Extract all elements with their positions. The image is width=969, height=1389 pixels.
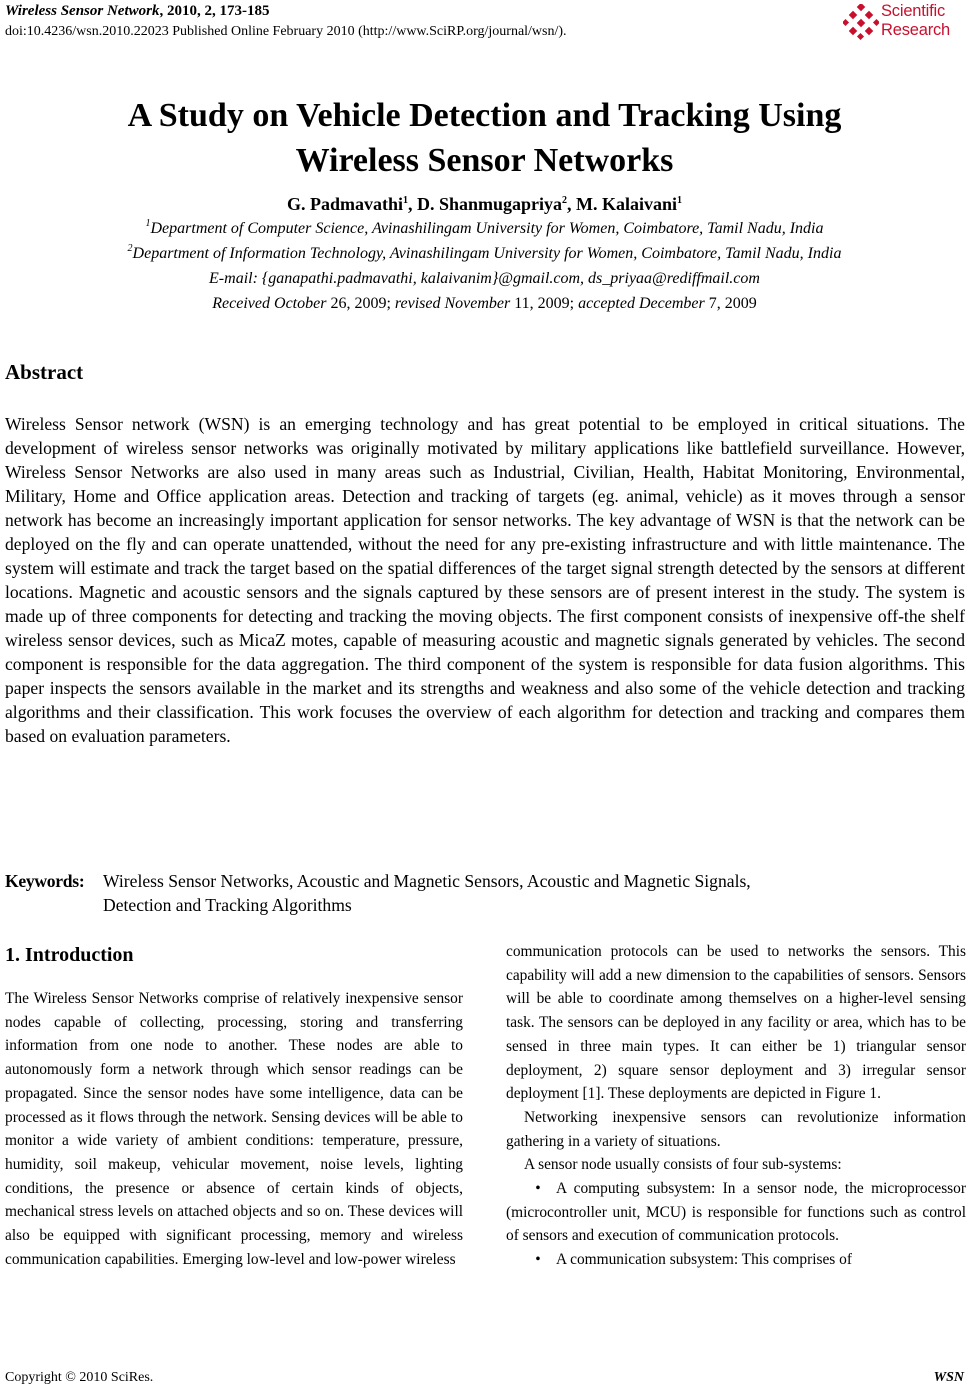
publisher-logo-text <box>881 2 950 40</box>
affiliation-1-text: Department of Computer Science, Avinashilingam University for Women, Coimbatore, Tamil Nadu, India <box>150 220 824 237</box>
intro-paragraph-1: The Wireless Sensor Networks comprise of relatively inexpensive sensor nodes capable of collecting, processing, storing and transferring information from one node to another. These nodes are able to autonomously form a network through which sensor readings can be propagated. Since the sensor nodes have some intelligence, data can be processed as it flows through the network. Sensing devices will be able to monitor a wide variety of ambient conditions: temperature, pressure, humidity, soil makeup, vehicular movement, noise levels, lighting conditions, the presence or absence of certain kinds of objects, mechanical stress levels on attached objects and so on. These devices will also be equipped with significant processing, memory and wireless communication capabilities. Emerging low-level and low-power wireless <box>5 990 463 1268</box>
title-line1: A Study on Vehicle Detection and Tracking Using <box>127 97 842 134</box>
bullet-item-1-text: A computing subsystem: In a sensor node, the microprocessor (microcontroller unit, MCU) is responsible for functions such as control of sensors and execution of communication protocols. <box>506 1180 966 1245</box>
journal-name: Wireless Sensor Network <box>5 3 160 19</box>
volume-info: , 2010, 2, 173-185 <box>159 3 270 19</box>
author-3-affil: 1 <box>677 195 683 206</box>
keywords-line2: Detection and Tracking Algorithms <box>103 895 352 915</box>
bullet-item-1 <box>506 1177 966 1248</box>
intro-paragraph-4: A sensor node usually consists of four sub-systems: <box>524 1156 842 1174</box>
affiliation-2 <box>0 244 969 264</box>
author-1-affil: 1 <box>402 195 408 206</box>
dates-line <box>0 294 969 314</box>
bullet-item-2 <box>506 1248 966 1272</box>
logo-line1: Scientific <box>881 2 946 20</box>
accepted-label: accepted December <box>578 295 709 312</box>
journal-abbreviation: WSN <box>933 1370 964 1385</box>
author-list <box>0 193 969 215</box>
author-2: , D. Shanmugapriya <box>407 194 563 214</box>
intro-paragraph-2: communication protocols can be used to networks the sensors. This capability will add a new dimension to the capabilities of sensors. Sensors will be able to coordinate among themselves on a higher-level sensing task. The sensors can be deployed in any facility or area, which has to be sensed in three main types. It can either be 1) triangular sensor deployment, 2) square sensor deployment and 3) irregular sensor deployment [1]. These deployments are depicted in Figure 1. <box>506 943 966 1103</box>
affiliation-1 <box>0 219 969 239</box>
left-column <box>5 987 463 1271</box>
right-column <box>506 940 966 1272</box>
publisher-logo <box>843 2 965 42</box>
author-2-affil: 2 <box>562 195 568 206</box>
journal-citation <box>5 2 269 20</box>
received-label: Received October <box>212 295 331 312</box>
email-addresses: : {ganapathi.padmavathi, kalaivanim}@gmail.com, ds_priyaa@rediffmail.com <box>252 270 760 287</box>
affiliation-2-text: Department of Information Technology, Avinashilingam University for Women, Coimbatore, Tamil Nadu, India <box>132 245 842 262</box>
keywords-line1: Wireless Sensor Networks, Acoustic and Magnetic Sensors, Acoustic and Magnetic Signals, <box>103 871 751 891</box>
title-line2: Wireless Sensor Networks <box>295 142 674 179</box>
section-heading-introduction: 1. Introduction <box>5 944 134 966</box>
logo-line2: Research <box>881 21 951 39</box>
affiliation-1-mark: 1 <box>145 218 151 229</box>
bullet-dot-icon: • <box>535 1180 556 1198</box>
bullet-dot-icon: • <box>535 1251 556 1269</box>
keywords-label: Keywords: <box>5 871 85 891</box>
revised-label: revised November <box>394 295 515 312</box>
publisher-logo-icon <box>843 4 879 40</box>
email-label: E-mail <box>209 270 253 287</box>
affiliation-2-mark: 2 <box>127 243 133 254</box>
author-3: , M. Kalaivani <box>567 194 678 214</box>
keywords-text <box>103 869 965 917</box>
received-date: 26, 2009; <box>330 295 395 312</box>
bullet-item-2-text: A communication subsystem: This comprises of <box>556 1251 852 1269</box>
author-1: G. Padmavathi <box>286 194 403 214</box>
intro-paragraph-3: Networking inexpensive sensors can revolutionize information gathering in a variety of situations. <box>506 1108 966 1150</box>
abstract-heading: Abstract <box>5 360 84 384</box>
accepted-date: 7, 2009 <box>708 295 757 312</box>
abstract-text: Wireless Sensor network (WSN) is an emerging technology and has great potential to be employed in critical situations. The development of wireless sensor networks was originally motivated by military applications like battlefield surveillance. However, Wireless Sensor Networks are also used in many areas such as Industrial, Civilian, Health, Habitat Monitoring, Environmental, Military, Home and Office application areas. Detection and tracking of targets (eg. animal, vehicle) as it moves through a sensor network has become an increasingly important application for sensor networks. The key advantage of WSN is that the network can be deployed on the fly and can operate unattended, without the need for any pre-existing infrastructure and with little maintenance. The system will estimate and track the target based on the spatial differences of the target signal strength detected by the sensors at different locations. Magnetic and acoustic sensors and the signals captured by these sensors are of present interest in the study. The system is made up of three components for detecting and tracking the moving objects. The first component consists of inexpensive off-the shelf wireless sensor devices, such as MicaZ motes, capable of measuring acoustic and magnetic signals generated by vehicles. The second component is responsible for the data aggregation. The third component of the system is responsible for data fusion algorithms. This paper inspects the sensors available in the market and its strengths and weakness and also some of the vehicle detection and tracking algorithms and their classification. This work focuses the overview of each algorithm for detection and tracking and compares them based on evaluation parameters. <box>5 414 965 746</box>
revised-date: 11, 2009; <box>514 295 579 312</box>
paper-title <box>0 93 969 183</box>
copyright-notice: Copyright © 2010 SciRes. <box>5 1370 154 1385</box>
doi-line: doi:10.4236/wsn.2010.22023 Published Online February 2010 (http://www.SciRP.org/journal/wsn/). <box>5 24 567 39</box>
email-line <box>0 269 969 289</box>
